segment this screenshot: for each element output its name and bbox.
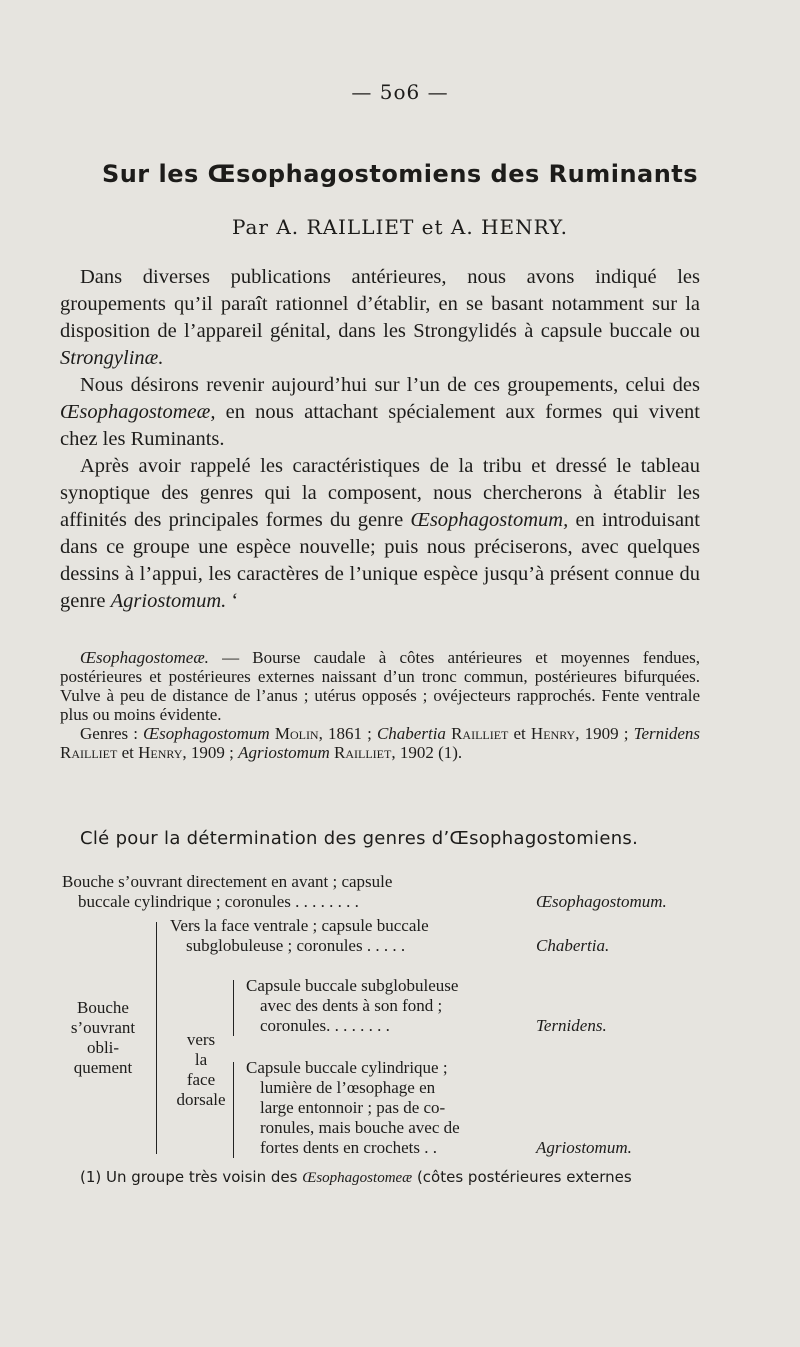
article-title: Sur les Œsophagostomiens des Ruminants xyxy=(101,160,699,188)
bracket-dorsal-b xyxy=(233,1062,240,1158)
paragraph-2: Nous désirons revenir aujourd’hui sur l’un de ces groupements, celui des Œsophagostomeæ, en nous attachant spécialement aux formes qui vivent chez les Ruminants. xyxy=(60,374,700,450)
bracket-dorsal-a xyxy=(233,980,240,1036)
article-authors: Par A. RAILLIET et A. HENRY. xyxy=(231,215,569,239)
key-ventral-line1: Vers la face ventrale ; capsule buccale xyxy=(170,916,429,935)
paragraph-3: Après avoir rappelé les caractéristiques de la tribu et dressé le tableau synoptique des genres qui la composent, nous chercherons à établir les affinités des principales formes du genre Œsophagostomum, en introduisant dans ce groupe une espèce nouvelle; puis nous préciserons, avec quelques dessins à l’appui, les caractères de l’unique espèce jusqu’à présent connue du genre Agriostomum. ‘ xyxy=(60,455,700,612)
key-dorsal-b: Capsule buccale cylindrique ; lumière de l’œsophage en large entonnoir ; pas de co- ronules, mais bouche avec de fortes dents en crochets . . xyxy=(246,1058,460,1157)
key-genus-oesophagostomum: Œsophagostomum. xyxy=(536,892,667,911)
key-genus-ternidens: Ternidens. xyxy=(536,1016,607,1035)
body-text xyxy=(60,264,700,615)
bracket-oblique xyxy=(156,922,163,1154)
key-side-label: Bouche s’ouvrant obli- quement xyxy=(70,998,136,1077)
key-dorsal-a: Capsule buccale subglobuleuse avec des dents à son fond ; coronules. . . . . . . . xyxy=(246,976,459,1035)
tribe-diagnosis xyxy=(60,648,700,762)
key-row1-line2: buccale cylindrique ; coronules . . . . . . . . xyxy=(78,892,359,911)
key-genus-agriostomum: Agriostomum. xyxy=(536,1138,632,1157)
key-genus-chabertia: Chabertia. xyxy=(536,936,610,955)
key-row1-line1: Bouche s’ouvrant directement en avant ; capsule xyxy=(62,872,393,891)
key-dorsal-label: vers la face dorsale xyxy=(176,1030,226,1109)
tribe-paragraph: Œsophagostomeæ. — Bourse caudale à côtes antérieures et moyennes fendues, postérieures et postérieures externes naissant d’un tronc commun, postérieures bifurquées. Vulve à peu de distance de l’anus ; utérus opposés ; ovéjecteurs rapprochés. Fente ventrale plus ou moins évidente. xyxy=(60,648,700,724)
genera-paragraph: Genres : Œsophagostomum Molin, 1861 ; Chabertia Railliet et Henry, 1909 ; Ternidens Railliet et Henry, 1909 ; Agriostomum Railliet, 1902 (1). xyxy=(60,724,701,762)
paragraph-1: Dans diverses publications antérieures, nous avons indiqué les groupements qu’il paraît rationnel d’établir, en se basant notamment sur la disposition de l’appareil génital, dans les Strongylidés à capsule buccale ou Strongylinæ. xyxy=(60,266,700,369)
page-number: — 5o6 — xyxy=(351,80,449,104)
footnote: (1) Un groupe très voisin des Œsophagostomeæ (côtes postérieures externes xyxy=(80,1168,632,1186)
key-title: Clé pour la détermination des genres d’Œsophagostomiens. xyxy=(80,828,639,849)
key-ventral-line2: subglobuleuse ; coronules . . . . . xyxy=(186,936,406,955)
